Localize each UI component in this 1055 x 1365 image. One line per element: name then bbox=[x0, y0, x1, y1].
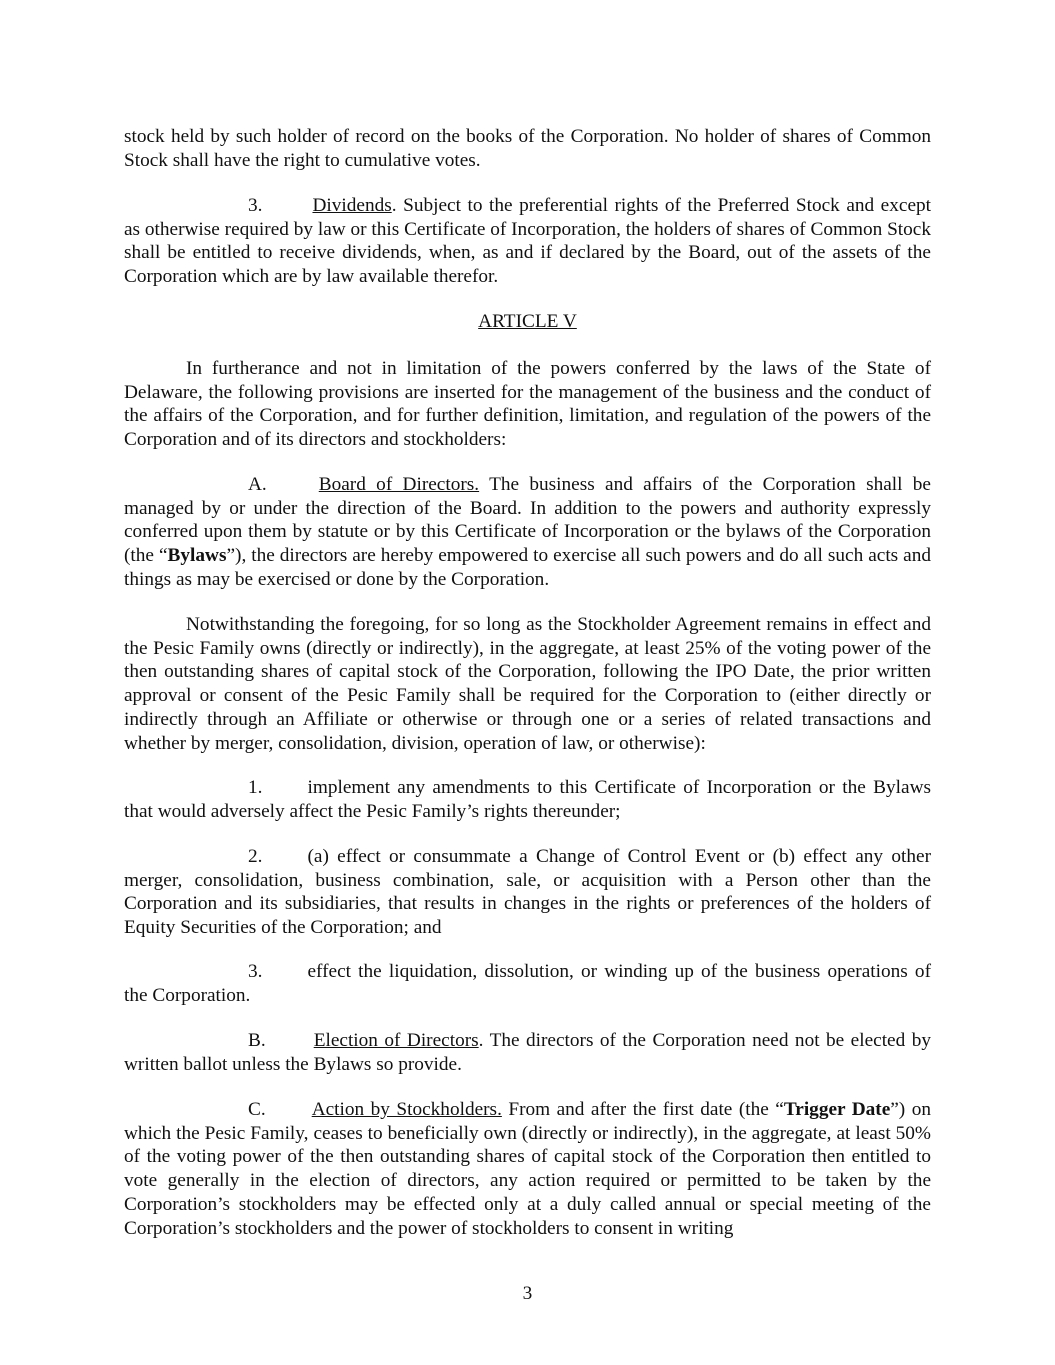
section-title: Dividends bbox=[312, 195, 392, 216]
section-letter: B. bbox=[248, 1030, 266, 1051]
section-title: Board of Directors. bbox=[318, 474, 480, 495]
paragraph-intro: In furtherance and not in limitation of the powers conferred by the laws of the State of Delaware, the following provisions are inserted for the management of the business and the conduct of the affairs of the Corporation, and for further definition, limitation, and regulation of the powers of the Corporation and of its directors and stockholders: bbox=[124, 358, 931, 451]
item-number: 3. bbox=[248, 961, 263, 982]
article-heading: ARTICLE V bbox=[478, 311, 577, 332]
defined-term: Trigger Date bbox=[783, 1099, 891, 1120]
paragraph-dividends: 3. Dividends. Subject to the preferential rights of the Preferred Stock and except as otherwise required by law or this Certificate of Incorporation, the holders of shares of Common Stock shall be entitled to receive dividends, when, as and if declared by the Board, out of the assets of the Corporation which are by law available therefor. bbox=[124, 195, 931, 288]
section-number: 3. bbox=[248, 195, 263, 216]
paragraph-action-by-stockholders: C. Action by Stockholders. From and after the first date (the “Trigger Date”) on which the Pesic Family, ceases to beneficially own (directly or indirectly), in the aggregate, at least 50% of the voting power of the then outstanding shares of capital stock of the Corporation then entitled to vote generally in the election of directors, any action required or permitted to be taken by the Corporation’s stockholders may be effected only at a duly called annual or special meeting of the Corporation’s stockholders and the power of stockholders to consent in writing bbox=[124, 1099, 931, 1239]
section-title: Election of Directors bbox=[313, 1030, 479, 1051]
list-item-3: 3. effect the liquidation, dissolution, or winding up of the business operations of the Corporation. bbox=[124, 961, 931, 1006]
section-letter: C. bbox=[248, 1099, 266, 1120]
page-number: 3 bbox=[522, 1283, 533, 1304]
list-item-1: 1. implement any amendments to this Certificate of Incorporation or the Bylaws that would adversely affect the Pesic Family’s rights thereunder; bbox=[124, 777, 931, 822]
item-number: 1. bbox=[248, 777, 263, 798]
defined-term: Bylaws bbox=[167, 545, 227, 567]
paragraph-notwithstanding: Notwithstanding the foregoing, for so long as the Stockholder Agreement remains in effect and the Pesic Family owns (directly or indirectly), in the aggregate, at least 25% of the voting power of the then outstanding shares of capital stock of the Corporation, following the IPO Date, the prior written approval or consent of the Pesic Family shall be required for the Corporation to (either directly or indirectly through an Affiliate or otherwise or through one or a series of related transactions and whether by merger, consolidation, division, operation of law, or otherwise): bbox=[124, 614, 931, 754]
item-number: 2. bbox=[248, 846, 263, 867]
section-letter: A. bbox=[248, 474, 267, 495]
section-title: Action by Stockholders. bbox=[311, 1099, 502, 1120]
paragraph-continuation: stock held by such holder of record on the books of the Corporation. No holder of shares of Common Stock shall have the right to cumulative votes. bbox=[124, 126, 931, 171]
paragraph-election-of-directors: B. Election of Directors. The directors of the Corporation need not be elected by written ballot unless the Bylaws so provide. bbox=[124, 1030, 931, 1075]
list-item-2: 2. (a) effect or consummate a Change of Control Event or (b) effect any other merger, consolidation, business combination, sale, or acquisition with a Person other than the Corporation and its subsidiaries, that results in changes in the rights or preferences of the holders of Equity Securities of the Corporation; and bbox=[124, 846, 931, 939]
paragraph-board-of-directors: A. Board of Directors. The business and affairs of the Corporation shall be managed by or under the direction of the Board. In addition to the powers and authority expressly conferred upon them by statute or by this Certificate of Incorporation or the bylaws of the Corporation (the “Bylaws”), the directors are hereby empowered to exercise all such powers and do all such acts and things as may be exercised or done by the Corporation. bbox=[124, 474, 932, 590]
